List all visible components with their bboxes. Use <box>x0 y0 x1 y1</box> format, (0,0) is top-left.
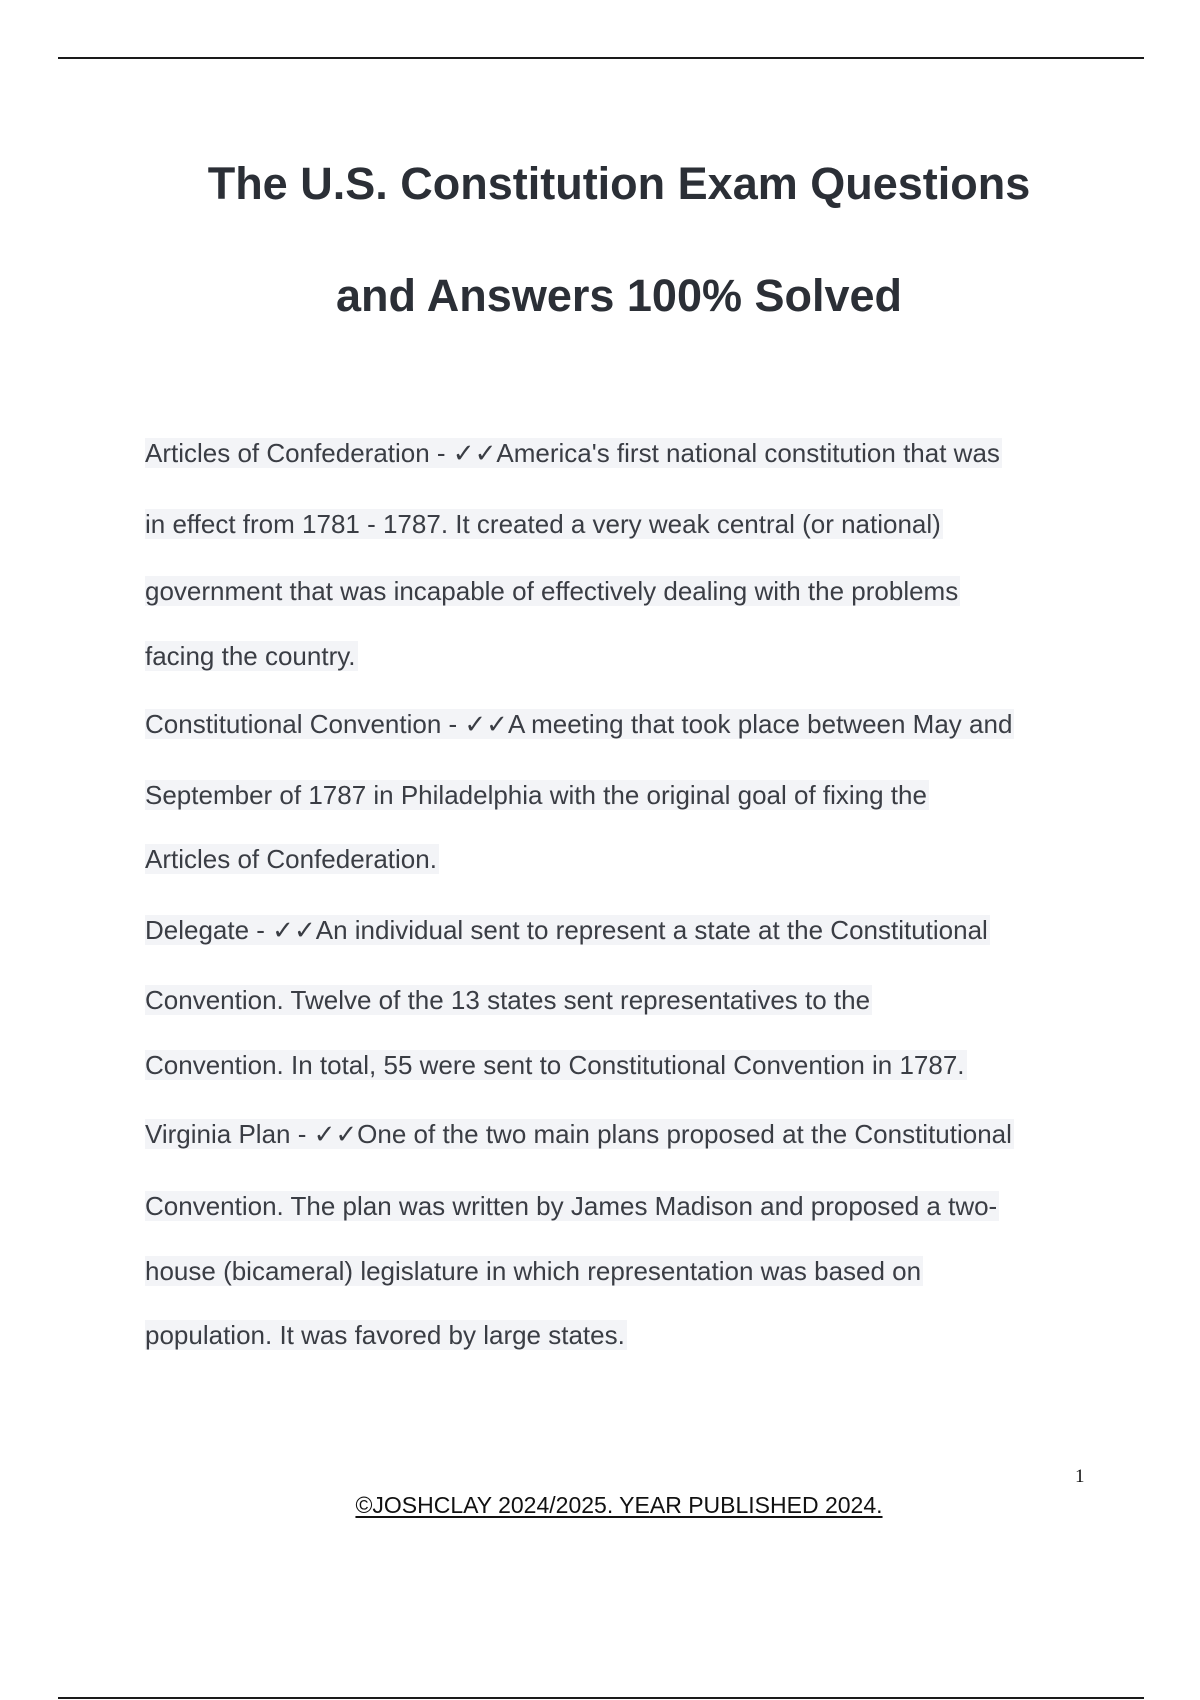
text-line: government that was incapable of effectively dealing with the problems <box>145 576 959 606</box>
text-line: Constitutional Convention - ✓✓A meeting that took place between May and <box>145 709 1013 739</box>
bottom-rule <box>58 1697 1144 1699</box>
text-line: Articles of Confederation - ✓✓America's first national constitution that was <box>145 438 1000 468</box>
title-line-1: The U.S. Constitution Exam Questions <box>207 158 1031 209</box>
copyright-footer: ©JOSHCLAY 2024/2025. YEAR PUBLISHED 2024. <box>355 1492 883 1518</box>
text-line: Convention. Twelve of the 13 states sent representatives to the <box>145 985 871 1015</box>
text-line: September of 1787 in Philadelphia with the original goal of fixing the <box>145 780 927 810</box>
text-line: population. It was favored by large states. <box>145 1320 625 1350</box>
text-line: Convention. In total, 55 were sent to Constitutional Convention in 1787. <box>145 1050 965 1080</box>
text-line: Delegate - ✓✓An individual sent to represent a state at the Constitutional <box>145 915 988 945</box>
top-rule <box>58 57 1144 59</box>
text-line: facing the country. <box>145 641 356 671</box>
document-title <box>0 128 1200 352</box>
text-line: Virginia Plan - ✓✓One of the two main plans proposed at the Constitutional <box>145 1119 1012 1149</box>
text-line: house (bicameral) legislature in which representation was based on <box>145 1256 922 1286</box>
title-line-2: and Answers 100% Solved <box>335 270 903 321</box>
text-line: Articles of Confederation. <box>145 844 437 874</box>
text-line: in effect from 1781 - 1787. It created a very weak central (or national) <box>145 509 941 539</box>
text-line: Convention. The plan was written by James Madison and proposed a two- <box>145 1191 998 1221</box>
page-number: 1 <box>1075 1466 1085 1487</box>
